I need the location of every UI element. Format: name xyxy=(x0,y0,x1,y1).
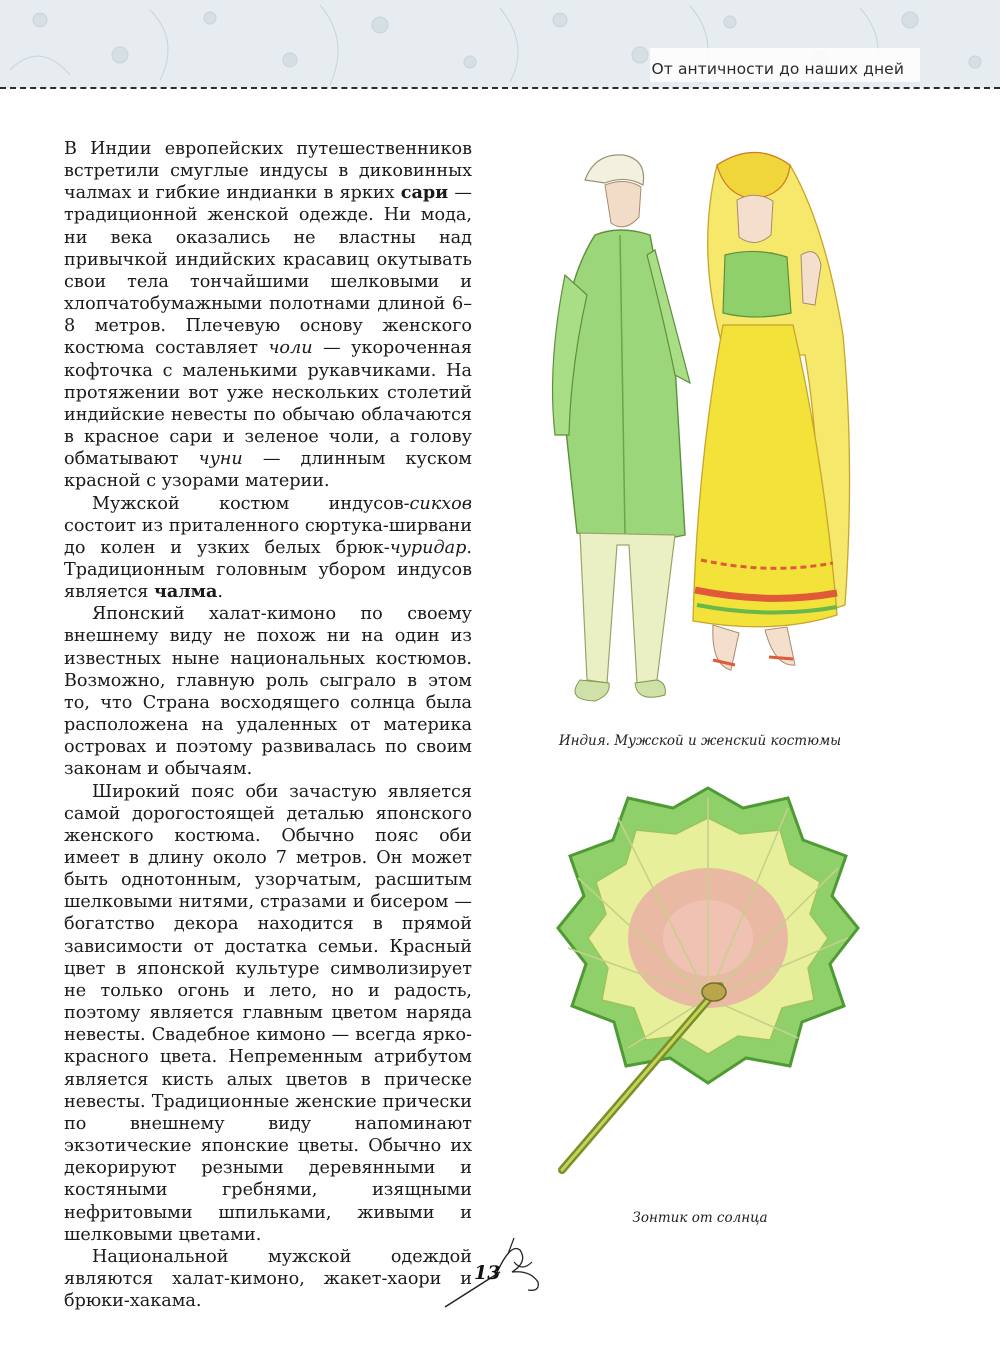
paragraph-mens-clothing: Национальной мужской одеждой являются халат-кимоно, жакет-хаори и брюки-хакама. xyxy=(64,1246,472,1312)
paragraph-obi: Широкий пояс оби зачастую является самой дорогостоящей деталью японского женского костюма. Обычно пояс оби имеет в длину около 7 метров. Он может быть однотонным, узорчатым, расшитым шелковыми нитями, стразами и бисером — богатство декора находится в прямой зависимости от достатка семьи. Красный цвет в японской культуре символизирует не только огонь и лето, но и радость, поэтому является главным цветом наряда невесты. Свадебное кимоно — всегда ярко-красного цвета. Непременным атрибутом является кисть алых цветов в прическе невесты. Традиционные женские прически по внешнему виду напоминают экзотические японские цветы. Обычно их декорируют резными деревянными и костяными гребнями, изящными нефритовыми шпильками, живыми и шелковыми цветами. xyxy=(64,781,472,1245)
header-divider xyxy=(0,87,1000,89)
paragraph-india: В Индии европейских путешественников встретили смуглые индусы в диковинных чалмах и гибкие индианки в ярких сари — традиционной женской одежде. Ни мода, ни века оказались не властны над привычкой индийских красавиц окутывать свои тела тончайшими шелковыми и хлопчатобумажными полотнами длиной 6–8 метров. Плечевую основу женского костюма составляет чоли — укороченная кофточка с маленькими рукавчиками. На протяжении вот уже нескольких столетий индийские невесты по обычаю облачаются в красное сари и зеленое чоли, а голову обматывают чуни — длинным куском красной с узорами материи. xyxy=(64,139,472,492)
page-number: 13 xyxy=(474,1262,501,1284)
paragraph-kimono: Японский халат-кимоно по своему внешнему виду не похож ни на один из известных ныне национальных костюмов. Возможно, главную роль сыграло в этом то, что Страна восходящего солнца была расположена на удаленных от материка островах и поэтому развивалась по своим законам и обычаям. xyxy=(64,604,472,780)
running-head: От античности до наших дней xyxy=(651,60,904,78)
indian-costumes-illustration xyxy=(525,135,875,720)
body-text-column xyxy=(64,138,472,1312)
parasol-illustration xyxy=(548,778,868,1198)
paragraph-sikh-costume: Мужской костюм индусов-сикхов состоит из приталенного сюртука-ширвани до колен и узких белых брюк-чуридар. Традиционным головным убором индусов является чалма. xyxy=(64,493,472,603)
parasol-caption: Зонтик от солнца xyxy=(632,1210,768,1226)
costumes-caption: Индия. Мужской и женский костюмы xyxy=(558,733,842,749)
